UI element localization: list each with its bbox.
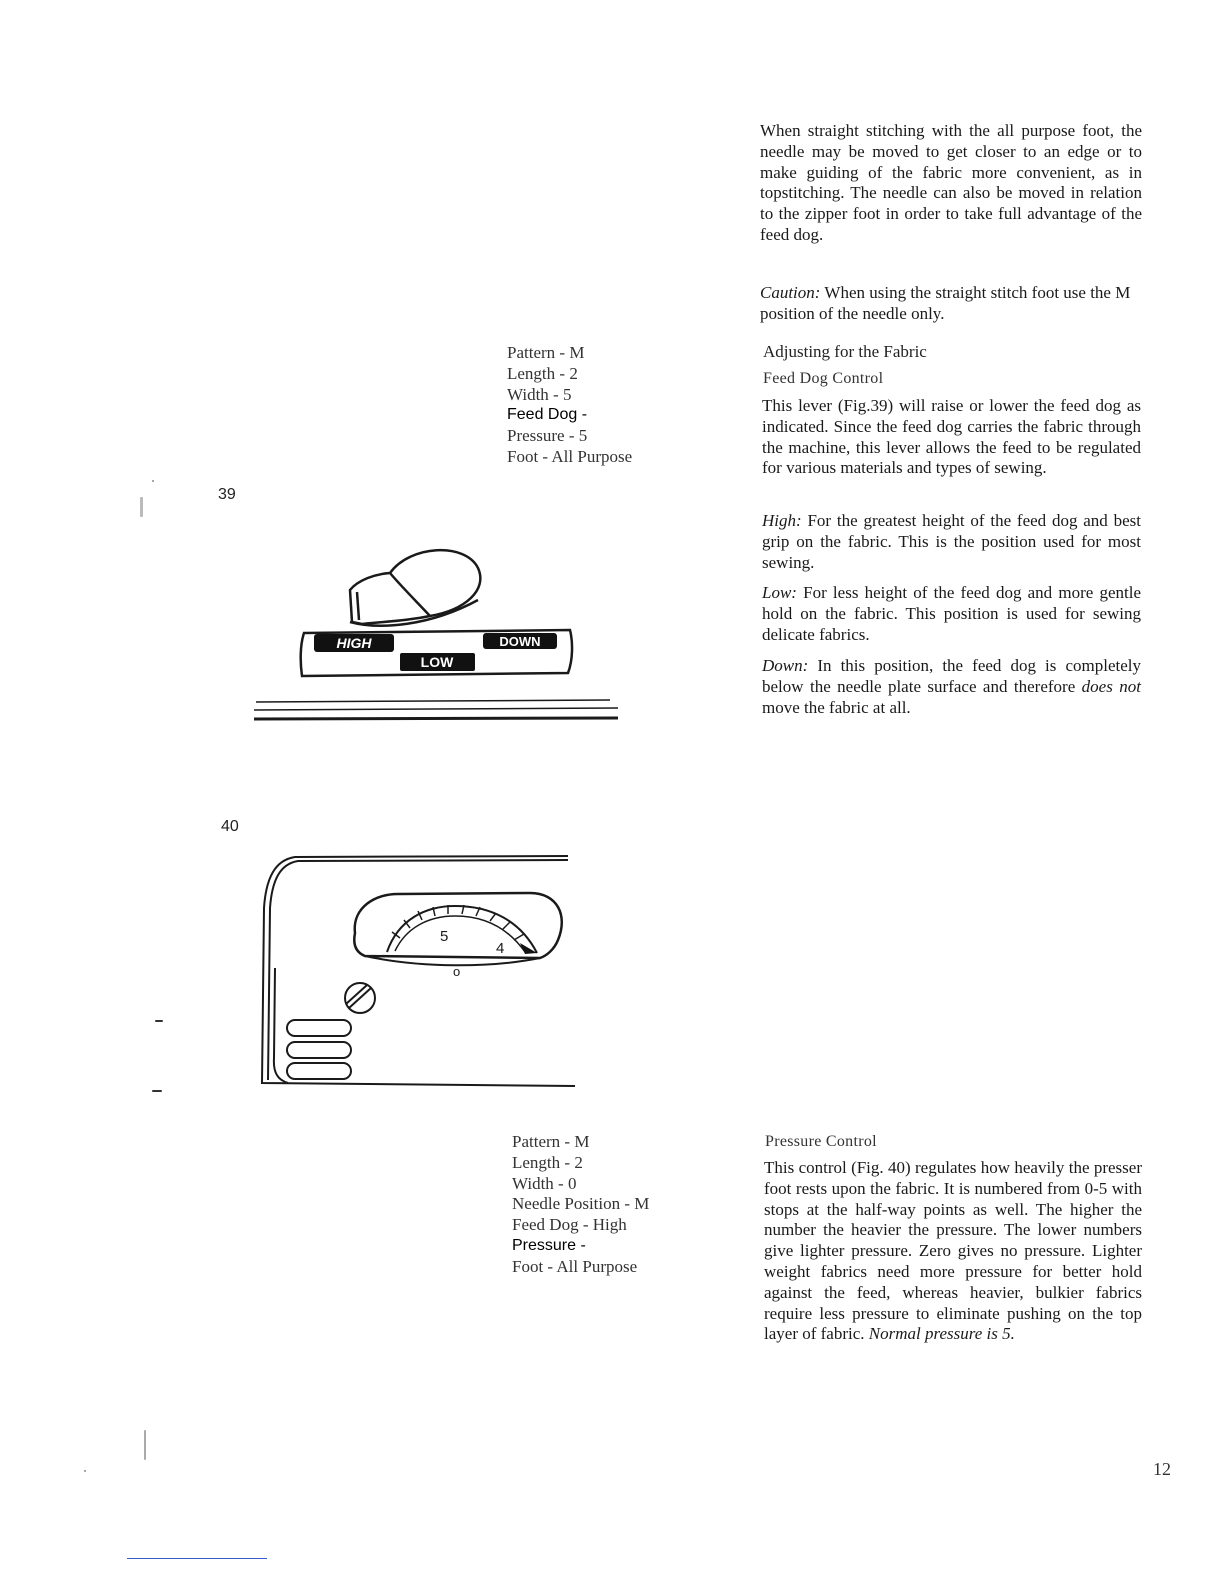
dial-label-five: 5 [440,928,449,945]
fig40-setting-feed-dog: Feed Dog - High [512,1215,627,1235]
scan-speck [144,1430,146,1460]
fig39-setting-feed-dog: Feed Dog - [507,406,588,424]
down-emphasis: does not [1081,676,1141,696]
scan-speck [140,497,143,517]
fig40-pressure-dial-illustration [240,848,585,1093]
fig40-setting-pattern: Pattern - M [512,1132,590,1151]
fig40-setting-width: Width - 0 [512,1173,577,1193]
fig39-setting-width: Width - 5 [507,384,572,404]
page-number: 12 [1153,1459,1171,1479]
underline-mark [127,1558,267,1559]
label-high-badge [314,634,394,652]
pressure-heading: Pressure Control [765,1133,877,1150]
fig40-number: 40 [221,818,239,835]
normal-pressure-note: Normal pressure is 5. [868,1324,1015,1344]
feed-dog-paragraph: This lever (Fig.39) will raise or lower the feed dog as indicated. Since the feed dog carries the fabric through the machine, this lever allows the feed to be regulated for various materials and types of sewing. [762,396,1141,478]
down-label: Down: [762,656,809,675]
dial-label-four: 4 [496,940,505,957]
label-high-text: HIGH [336,635,372,651]
fig39-settings [507,343,632,468]
section-heading: Adjusting for the Fabric [763,342,927,361]
vent-slots [287,1020,351,1079]
low-text: For less height of the feed dog and more gentle hold on the fabric. This position is used for sewing delicate fabrics. [762,583,1141,644]
caution-text: When using the straight stitch foot use the M position of the needle only. [760,283,1131,323]
pressure-paragraph [764,1158,1142,1345]
fig39-setting-length: Length - 2 [507,363,578,383]
lever-knob [350,550,480,626]
caution-paragraph [760,283,1140,325]
high-label: High: [762,511,802,530]
pressure-text: This control (Fig. 40) regulates how heavily the presser foot rests upon the fabric. It is numbered from 0-5 with stops at the half-way points as well. The higher the number the heavier the pressure. The lower numbers give lighter pressure. Zero gives no pressure. Lighter weight fabrics need more pressure for better hold against the feed, whereas heavier, bulkier fabrics require less pressure to eliminate pushing on the top layer of fabric. [764,1158,1142,1344]
caution-label: Caution: [760,283,821,302]
intro-paragraph: When straight stitching with the all purpose foot, the needle may be moved to get closer to an edge or to make guiding of the fabric more convenient, as in topstitching. The needle can also be moved in relation to the zipper foot in order to take full advantage of the feed dog. [760,121,1142,244]
down-text-2: move the fabric at all. [762,697,911,717]
fig40-settings [512,1132,649,1278]
fig39-setting-pattern: Pattern - M [507,343,585,362]
fig40-setting-length: Length - 2 [512,1152,583,1172]
low-label: Low: [762,583,797,602]
label-low-badge [400,653,475,671]
label-low-text: LOW [420,654,454,670]
feed-dog-low-paragraph [762,583,1141,645]
label-down-badge [483,633,557,649]
scan-speck [152,480,154,482]
feed-dog-subheading: Feed Dog Control [763,370,884,387]
fig39-feed-dog-lever-illustration [240,530,630,730]
fig40-setting-needle-position: Needle Position - M [512,1194,650,1214]
fig39-setting-pressure: Pressure - 5 [507,426,588,446]
fig40-setting-foot: Foot - All Purpose [512,1256,638,1276]
fig40-setting-pressure: Pressure - [512,1236,586,1254]
feed-dog-down-paragraph [762,656,1141,718]
fig39-number: 39 [218,486,236,503]
label-down-text: DOWN [499,634,541,649]
feed-dog-high-paragraph [762,511,1141,573]
screw-icon [345,983,375,1013]
fig39-setting-foot: Foot - All Purpose [507,446,633,466]
down-text-1: In this position, the feed dog is completely below the needle plate surface and therefore [762,656,1141,696]
dial-label-zero: o [453,964,461,979]
high-text: For the greatest height of the feed dog and best grip on the fabric. This is the position used for most sewing. [762,511,1141,572]
scan-speck [84,1470,86,1472]
scan-speck [155,1020,163,1022]
scan-speck [152,1090,162,1092]
